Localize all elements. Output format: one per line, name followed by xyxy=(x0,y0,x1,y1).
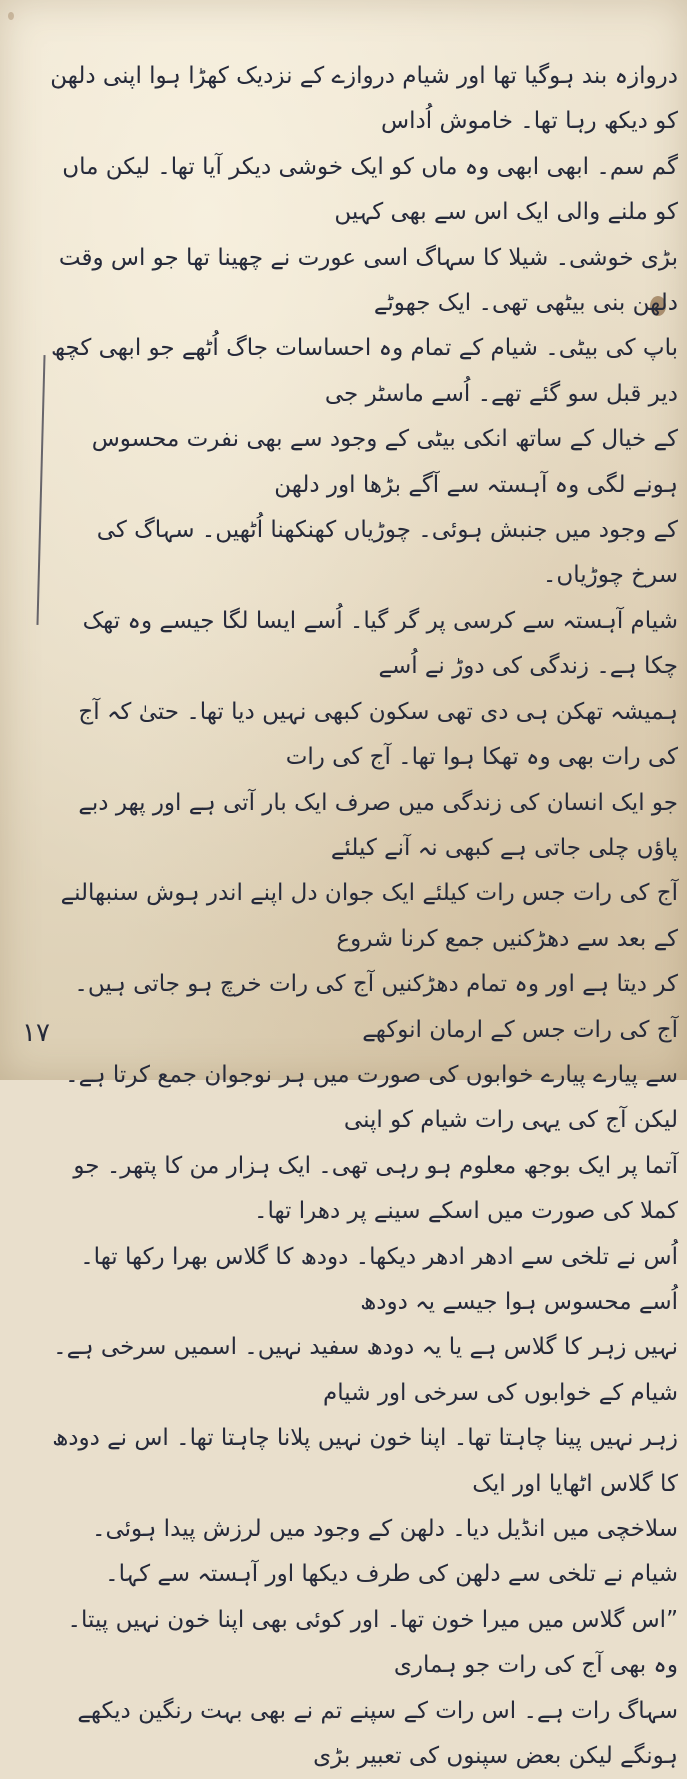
ink-stain xyxy=(8,12,14,20)
text-line: آتما پر ایک بوجھ معلوم ہو رہی تھی۔ ایک ہزار من کا پتھر۔ جو کملا کی صورت میں اسکے سینے پر دھرا تھا۔ xyxy=(73,1152,678,1225)
text-line: گم سم۔ ابھی ابھی وہ ماں کو ایک خوشی دیکر آیا تھا۔ لیکن ماں کو ملنے والی ایک اس سے بھی کہیں xyxy=(62,153,678,226)
text-line: شیام آہستہ سے کرسی پر گر گیا۔ اُسے ایسا لگا جیسے وہ تھک چکا ہے۔ زندگی کی دوڑ نے اُسے xyxy=(82,607,678,680)
urdu-text-body xyxy=(48,54,678,1779)
text-line: سہاگ رات ہے۔ اس رات کے سپنے تم نے بھی بہت رنگین دیکھے ہونگے لیکن بعض سپنوں کی تعبیر بڑی xyxy=(77,1697,678,1770)
text-line: زہر نہیں پینا چاہتا تھا۔ اپنا خون نہیں پلانا چاہتا تھا۔ اس نے دودھ کا گلاس اٹھایا اور ایک xyxy=(52,1425,678,1497)
text-line: باپ کی بیٹی۔ شیام کے تمام وہ احساسات جاگ اُٹھے جو ابھی کچھ دیر قبل سو گئے تھے۔ اُسے ماسٹر جی xyxy=(51,335,678,407)
text-line: اُس نے تلخی سے ادھر ادھر دیکھا۔ دودھ کا گلاس بھرا رکھا تھا۔ اُسے محسوس ہوا جیسے یہ دودھ xyxy=(80,1243,678,1315)
text-line: ہمیشہ تھکن ہی دی تھی سکون کبھی نہیں دیا تھا۔ حتیٰ کہ آج کی رات بھی وہ تھکا ہوا تھا۔ آج کی رات xyxy=(78,698,678,771)
text-line: بڑی خوشی۔ شیلا کا سہاگ اسی عورت نے چھینا تھا جو اس وقت دلھن بنی بیٹھی تھی۔ ایک جھوٹے xyxy=(58,244,678,317)
page-number: ۱۷ xyxy=(22,1018,50,1048)
text-line: نہیں زہر کا گلاس ہے یا یہ دودھ سفید نہیں۔ اسمیں سرخی ہے۔ شیام کے خوابوں کی سرخی اور شیام xyxy=(53,1334,678,1406)
text-line: دروازہ بند ہوگیا تھا اور شیام دروازے کے نزدیک کھڑا ہوا اپنی دلھن کو دیکھ رہا تھا۔ خاموش اُداس xyxy=(50,63,678,135)
text-line: آج کی رات جس رات کیلئے ایک جوان دل اپنے اندر ہوش سنبھالنے کے بعد سے دھڑکنیں جمع کرنا شروع xyxy=(60,880,678,952)
text-line: کے وجود میں جنبش ہوئی۔ چوڑیاں کھنکھنا اُٹھیں۔ سہاگ کی سرخ چوڑیاں۔ xyxy=(96,517,678,589)
text-line: کے خیال کے ساتھ انکی بیٹی کے وجود سے بھی نفرت محسوس ہونے لگی وہ آہستہ سے آگے بڑھا اور دلھن xyxy=(91,426,678,498)
text-line: سلاخچی میں انڈیل دیا۔ دلھن کے وجود میں لرزش پیدا ہوئی۔ xyxy=(91,1516,678,1542)
text-line: کر دیتا ہے اور وہ تمام دھڑکنیں آج کی رات خرچ ہو جاتی ہیں۔ آج کی رات جس کے ارمان انوکھے xyxy=(74,971,678,1043)
text-line: ”اس گلاس میں میرا خون تھا۔ اور کوئی بھی اپنا خون نہیں پیتا۔ وہ بھی آج کی رات جو ہماری xyxy=(67,1606,678,1679)
text-line: سے پیارے پیارے خوابوں کی صورت میں ہر نوجوان جمع کرتا ہے۔ لیکن آج کی یہی رات شیام کو اپنی xyxy=(65,1061,678,1134)
text-line: شیام نے تلخی سے دلھن کی طرف دیکھا اور آہستہ سے کہا۔ xyxy=(105,1561,678,1588)
text-line: جو ایک انسان کی زندگی میں صرف ایک بار آتی ہے اور پھر دبے پاؤں چلی جاتی ہے کبھی نہ آنے کیلئے xyxy=(78,789,678,861)
margin-pen-line xyxy=(36,355,45,625)
